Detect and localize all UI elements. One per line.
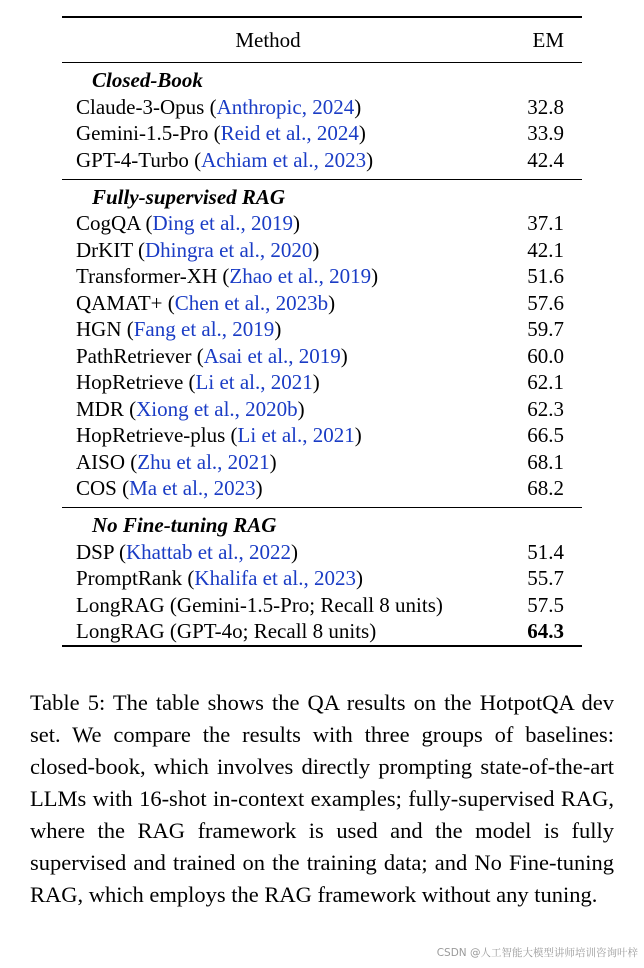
method-name: Transformer-XH: [76, 264, 218, 289]
method-cell: Transformer-XH (Zhao et al., 2019): [76, 264, 379, 289]
table-row: [62, 423, 582, 450]
method-cell: DrKIT (Dhingra et al., 2020): [76, 237, 320, 262]
em-value: 51.6: [527, 264, 564, 289]
table-row: [62, 317, 582, 344]
method-cell: Claude-3-Opus (Anthropic, 2024): [76, 94, 362, 119]
em-value: 33.9: [527, 121, 564, 146]
method-name: DrKIT: [76, 237, 133, 262]
method-cell: DSP (Khattab et al., 2022): [76, 539, 299, 564]
table-row: [62, 237, 582, 264]
em-value: 66.5: [527, 423, 564, 448]
method-cell: AISO (Zhu et al., 2021): [76, 449, 277, 474]
citation-link[interactable]: Dhingra et al., 2020: [145, 237, 313, 262]
method-cell: HopRetrieve-plus (Li et al., 2021): [76, 423, 362, 448]
group-name: Fully-supervised RAG: [62, 179, 582, 211]
method-name: DSP: [76, 539, 114, 564]
table-caption: Table 5: The table shows the QA results on the HotpotQA dev set. We compare the results with three groups of baselines: closed-book, which involves directly prompting state-of-the-art LLMs with 16-shot in-context examples; fully-supervised RAG, where the RAG framework is used and the model is fully supervised and trained on the training data; and No Fine-tuning RAG, which employs the RAG framework without any tuning.: [30, 690, 614, 907]
table-row: [62, 476, 582, 503]
citation-link[interactable]: Khattab et al., 2022: [126, 539, 292, 564]
table-row: [62, 566, 582, 593]
citation-link[interactable]: Zhao et al., 2019: [229, 264, 372, 289]
method-name: HopRetrieve-plus: [76, 423, 226, 448]
method-name: HGN: [76, 317, 122, 342]
citation-link[interactable]: Fang et al., 2019: [133, 317, 275, 342]
method-name: QAMAT+: [76, 290, 163, 315]
em-value: 64.3: [474, 619, 582, 647]
method-cell: CogQA (Ding et al., 2019): [76, 211, 300, 236]
method-cell: [62, 592, 474, 619]
em-value: 59.7: [527, 317, 564, 342]
method-name: MDR: [76, 396, 124, 421]
em-value: 60.0: [527, 343, 564, 368]
method-name: Claude-3-Opus: [76, 94, 205, 119]
method-name: PathRetriever: [76, 343, 192, 368]
citation-link[interactable]: Ma et al., 2023: [129, 476, 256, 501]
table-row: [62, 121, 582, 148]
em-value: 62.3: [527, 396, 564, 421]
citation-link[interactable]: Li et al., 2021: [237, 423, 355, 448]
group-name: Closed-Book: [62, 63, 582, 95]
em-value: 62.1: [527, 370, 564, 395]
citation-link[interactable]: Zhu et al., 2021: [137, 449, 270, 474]
method-name: LongRAG (GPT-4o; Recall 8 units): [76, 619, 377, 644]
method-cell: COS (Ma et al., 2023): [76, 476, 263, 501]
citation-link[interactable]: Reid et al., 2024: [220, 121, 359, 146]
table-row: [62, 290, 582, 317]
method-name: HopRetrieve: [76, 370, 184, 395]
method-cell: HGN (Fang et al., 2019): [76, 317, 282, 342]
method-cell: PromptRank (Khalifa et al., 2023): [76, 566, 363, 591]
watermark: CSDN @人工智能大模型讲师培训咨询叶梓: [436, 947, 638, 959]
em-value: 37.1: [527, 211, 564, 236]
citation-link[interactable]: Asai et al., 2019: [203, 343, 341, 368]
citation-link[interactable]: Khalifa et al., 2023: [194, 566, 356, 591]
em-value: 68.2: [527, 476, 564, 501]
citation-link[interactable]: Anthropic, 2024: [216, 94, 355, 119]
group-header-row: [62, 508, 582, 540]
table-row: [62, 539, 582, 566]
group-header-row: [62, 63, 582, 95]
method-name: COS: [76, 476, 117, 501]
table-header-row: [62, 17, 582, 63]
method-name: LongRAG (Gemini-1.5-Pro; Recall 8 units): [76, 592, 443, 617]
citation-link[interactable]: Xiong et al., 2020b: [136, 396, 298, 421]
citation-link[interactable]: Ding et al., 2019: [152, 211, 293, 236]
method-name: PromptRank: [76, 566, 183, 591]
em-value: 55.7: [527, 566, 564, 591]
method-cell: [62, 619, 474, 647]
citation-link[interactable]: Li et al., 2021: [195, 370, 313, 395]
method-cell: QAMAT+ (Chen et al., 2023b): [76, 290, 336, 315]
table-row: [62, 619, 582, 647]
method-cell: PathRetriever (Asai et al., 2019): [76, 343, 348, 368]
method-column-header: Method: [62, 17, 474, 63]
method-name: GPT-4-Turbo: [76, 147, 189, 172]
method-cell: HopRetrieve (Li et al., 2021): [76, 370, 320, 395]
results-table: [62, 16, 582, 647]
method-cell: MDR (Xiong et al., 2020b): [76, 396, 305, 421]
em-value: 57.6: [527, 290, 564, 315]
table-row: [62, 370, 582, 397]
results-table-body: [62, 17, 582, 646]
method-cell: GPT-4-Turbo (Achiam et al., 2023): [76, 147, 374, 172]
method-name: Gemini-1.5-Pro: [76, 121, 209, 146]
method-name: AISO: [76, 449, 126, 474]
results-table-container: [62, 16, 582, 647]
method-cell: Gemini-1.5-Pro (Reid et al., 2024): [76, 121, 366, 146]
group-header-row: [62, 179, 582, 211]
table-row: [62, 147, 582, 174]
citation-link[interactable]: Achiam et al., 2023: [201, 147, 367, 172]
table-row: [62, 211, 582, 238]
table-row: [62, 449, 582, 476]
citation-link[interactable]: Chen et al., 2023b: [174, 290, 329, 315]
table-row: [62, 592, 582, 619]
table-row: [62, 396, 582, 423]
table-row: [62, 264, 582, 291]
table-row: [62, 343, 582, 370]
table-row: [62, 94, 582, 121]
em-value: 68.1: [527, 449, 564, 474]
em-value: 32.8: [527, 94, 564, 119]
method-name: CogQA: [76, 211, 141, 236]
em-value: 57.5: [527, 592, 564, 617]
em-value: 42.1: [527, 237, 564, 262]
em-value: 42.4: [527, 147, 564, 172]
group-name: No Fine-tuning RAG: [62, 508, 582, 540]
em-value: 51.4: [527, 539, 564, 564]
em-column-header: EM: [474, 17, 582, 63]
